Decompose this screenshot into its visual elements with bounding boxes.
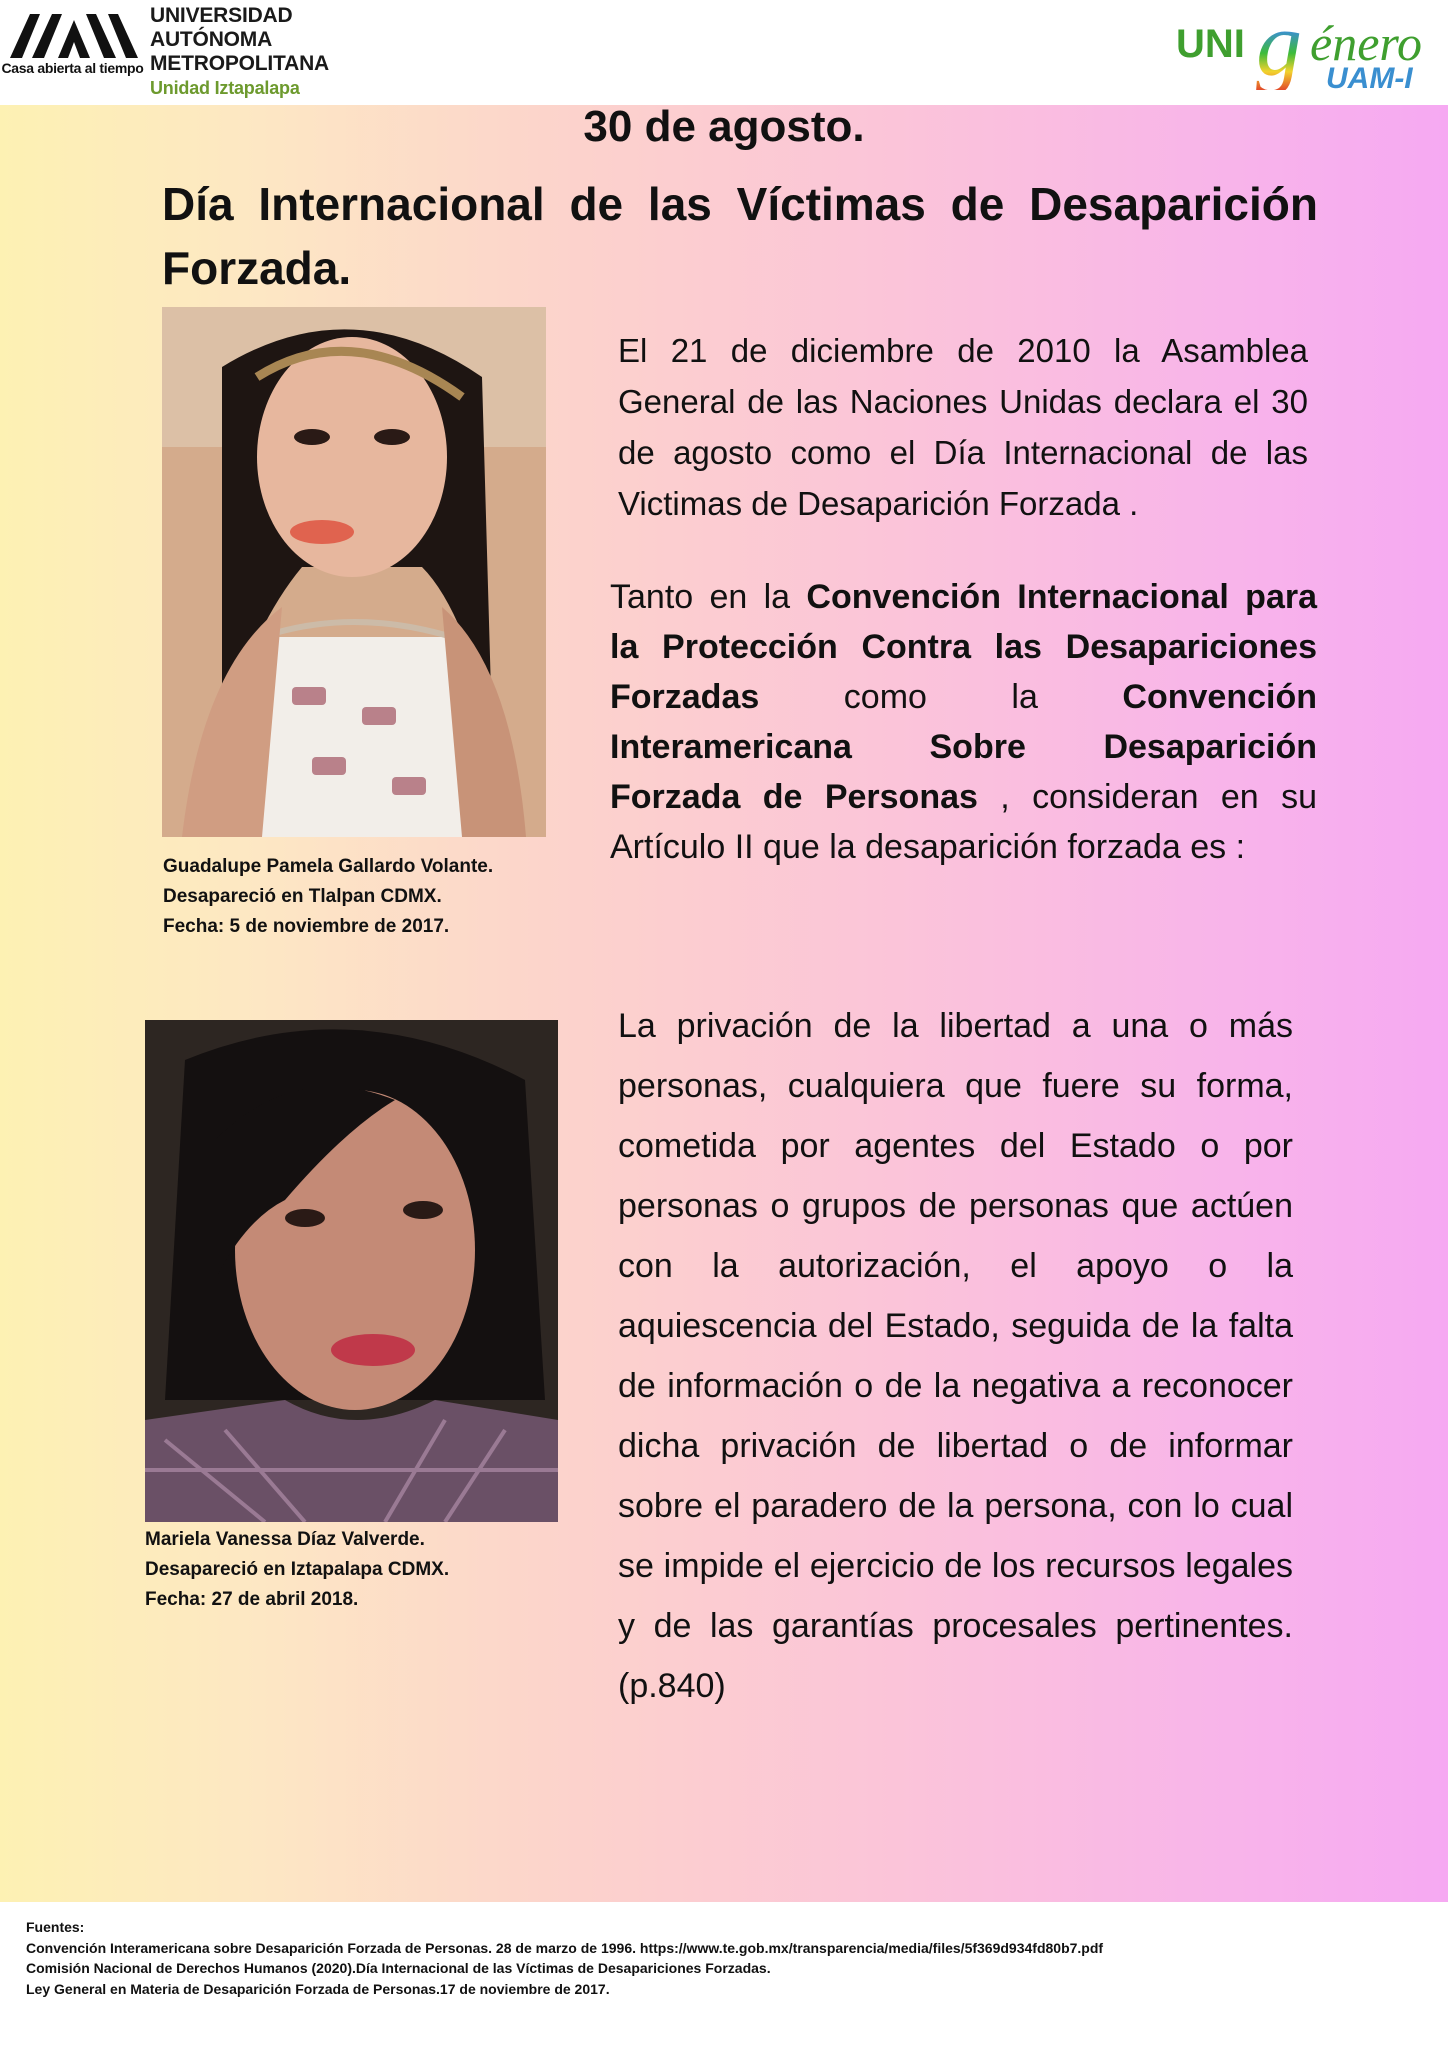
uam-logo xyxy=(0,0,329,105)
page-title: Día Internacional de las Víctimas de Desaparición Forzada. xyxy=(162,178,1318,294)
source-item: Comisión Nacional de Derechos Humanos (2020).Día Internacional de las Víctimas de Desapariciones Forzadas. xyxy=(26,1960,771,1976)
photo-caption-2: Mariela Vanessa Díaz Valverde. Desapareció en Iztapalapa CDMX. Fecha: 27 de abril 2018. xyxy=(145,1529,450,1610)
unigenero-logo: UNI g énero UAM-I xyxy=(1176,0,1422,95)
portrait-image xyxy=(145,1020,558,1522)
header xyxy=(0,0,1448,105)
convention-name-2: Convención Interamericana Sobre Desaparición Forzada de Personas xyxy=(610,678,1317,816)
sources-section xyxy=(26,1917,1103,1999)
source-item: Convención Interamericana sobre Desaparición Forzada de Personas. 28 de marzo de 1996. https://www.te.gob.mx/transparencia/media/files/5f369d934fd80b7.pdf xyxy=(26,1939,1104,1956)
sources-heading: Fuentes: xyxy=(26,1919,85,1935)
uam-unit: Unidad Iztapalapa xyxy=(150,78,300,98)
photo-caption-1: Guadalupe Pamela Gallardo Volante. Desapareció en Tlalpan CDMX. Fecha: 5 de noviembre de 2017. xyxy=(163,856,494,937)
definition-quote: La privación de la libertad a una o más personas, cualquiera que fuere su forma, cometida por agentes del Estado o por personas o grupos de personas que actúen con la autorización, el apoyo o la aquiescencia del Estado, seguida de la falta de información o de la negativa a reconocer dicha privación de libertad o de informar sobre el paradero de la persona, con lo cual se impide el ejercicio de los recursos legales y de las garantías procesales pertinentes. (p.840) xyxy=(618,1007,1293,1705)
conventions-paragraph: Tanto en la Convención Internacional para la Protección Contra las Desapariciones Forzadas como la Convención Interamericana Sobre Desaparición Forzada de Personas , consideran en su Artículo II que la desaparición forzada es : xyxy=(610,578,1318,866)
victim-photo-2 xyxy=(145,1020,558,1522)
portrait-image xyxy=(162,307,546,837)
victim-photo-1 xyxy=(162,307,546,837)
intro-paragraph: El 21 de diciembre de 2010 la Asamblea General de las Naciones Unidas declara el 30 de agosto como el Día Internacional de las Victimas de Desaparición Forzada . xyxy=(618,332,1308,522)
uam-emblem-icon xyxy=(8,8,140,60)
source-item: Ley General en Materia de Desaparición Forzada de Personas.17 de noviembre de 2017. xyxy=(26,1980,610,1997)
convention-name-1: Convención Internacional para la Protección Contra las Desapariciones Forzadas xyxy=(610,578,1318,716)
uam-name: UNIVERSIDAD AUTÓNOMA METROPOLITANA Unidad Iztapalapa xyxy=(150,4,329,98)
date-title: 30 de agosto. xyxy=(583,102,865,151)
uam-tagline: Casa abierta al tiempo xyxy=(1,60,144,76)
